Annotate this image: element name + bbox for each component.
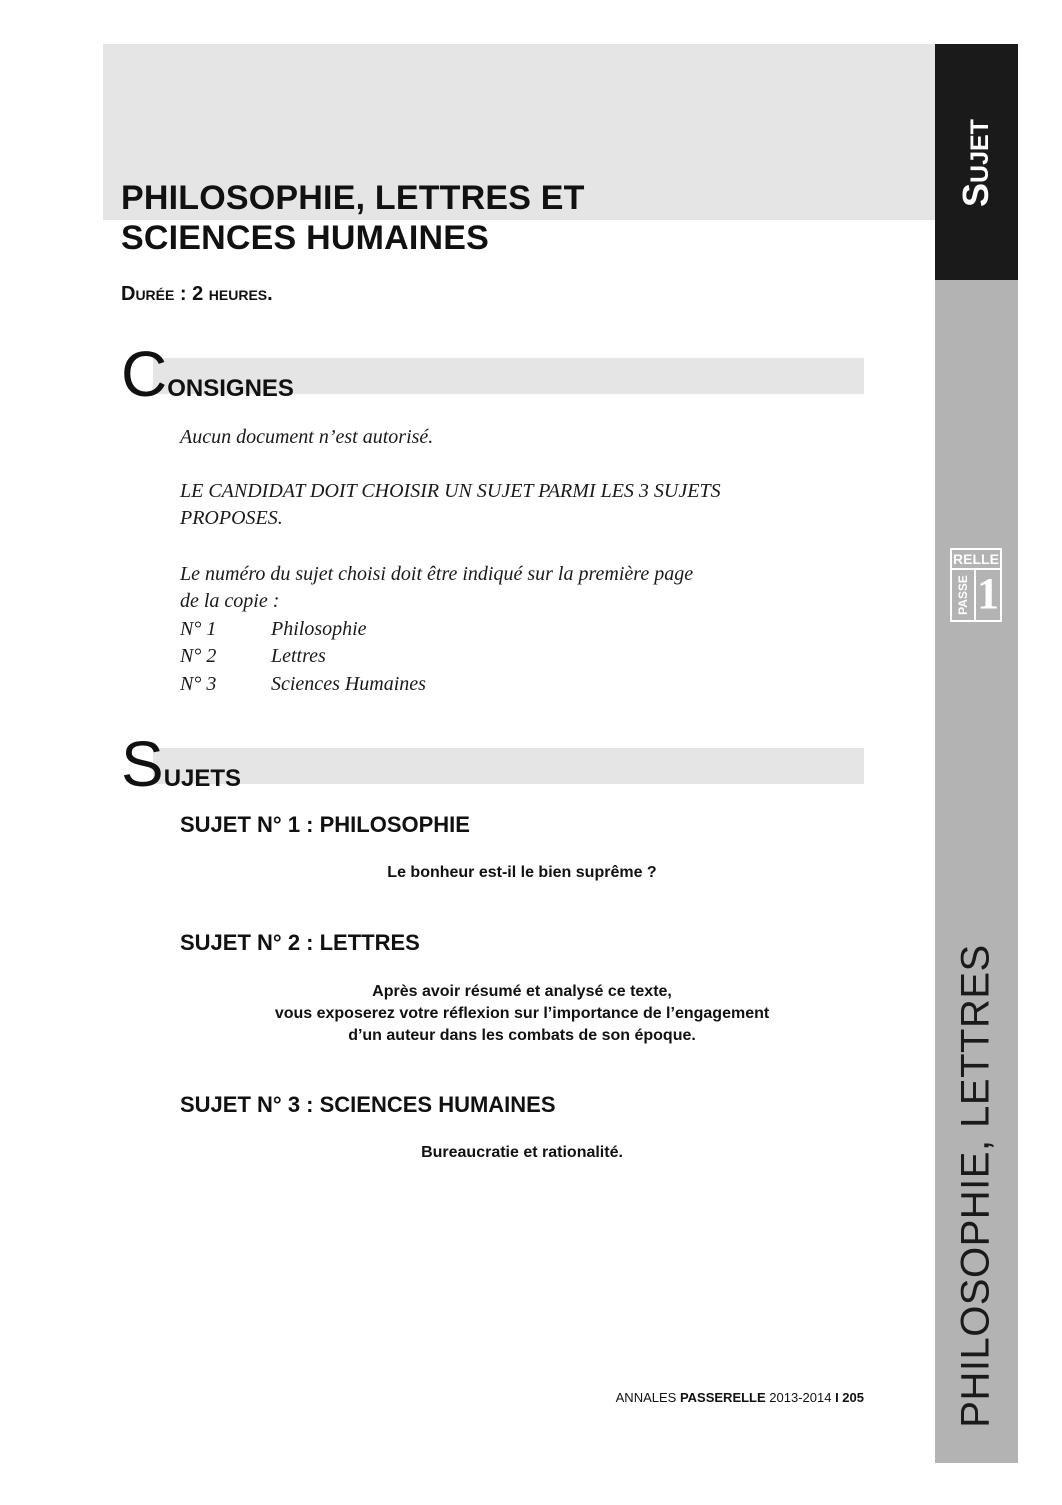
subject-3-question: Bureaucratie et rationalité. xyxy=(421,1144,623,1161)
sujets-heading-rest: UJETS xyxy=(163,765,242,792)
instruction-choose-line2: PROPOSES. xyxy=(180,507,283,529)
sujets-band xyxy=(153,748,864,784)
instruction-choose-line1: LE CANDIDAT DOIT CHOISIR UN SUJET PARMI LES 3 SUJETS xyxy=(180,480,721,502)
instruction-number-line1: Le numéro du sujet choisi doit être indiqué sur la première page xyxy=(180,563,694,585)
logo-side-text: PASSE xyxy=(956,575,970,615)
subject-2-question-line1: Après avoir résumé et analysé ce texte, xyxy=(372,983,672,1000)
footer-prefix: ANNALES xyxy=(615,1390,680,1405)
duration-label: Durée : 2 heures. xyxy=(121,283,273,305)
consignes-heading-rest: ONSIGNES xyxy=(167,375,294,402)
instruction-no-documents: Aucun document n’est autorisé. xyxy=(180,426,434,448)
sujets-heading xyxy=(121,728,242,800)
sujets-initial: S xyxy=(121,728,164,800)
option-label: Sciences Humaines xyxy=(271,673,426,695)
subject-2-question-line2: vous exposerez votre réflexion sur l’importance de l’engagement xyxy=(274,1005,770,1022)
subject-3-title: SUJET N° 3 : SCIENCES HUMAINES xyxy=(180,1092,556,1117)
logo-number: 1 xyxy=(974,568,1000,620)
subject-2-question-line3: d’un auteur dans les combats de son époque. xyxy=(348,1027,696,1044)
sidebar-topic-label: PHILOSOPHIE, LETTRES xyxy=(953,944,998,1428)
page-footer xyxy=(560,1390,864,1405)
page-number: I 205 xyxy=(835,1390,864,1405)
footer-year: 2013-2014 xyxy=(765,1390,836,1405)
page-title xyxy=(121,178,881,258)
consignes-heading xyxy=(121,338,294,410)
option-number: N° 1 xyxy=(180,618,217,640)
page-title-line1: PHILOSOPHIE, LETTRES ET xyxy=(121,179,585,217)
page-title-line2: SCIENCES HUMAINES xyxy=(121,219,490,257)
option-number: N° 3 xyxy=(180,673,217,695)
footer-brand: PASSERELLE xyxy=(679,1390,766,1405)
logo-top-text: RELLE xyxy=(952,550,1000,570)
consignes-initial: C xyxy=(121,338,168,410)
subject-2-title: SUJET N° 2 : LETTRES xyxy=(180,930,420,955)
passerelle-logo xyxy=(950,548,1002,622)
instruction-number-line2: de la copie : xyxy=(180,590,280,612)
subject-1-title: SUJET N° 1 : PHILOSOPHIE xyxy=(180,812,470,837)
option-label: Philosophie xyxy=(271,618,367,640)
subject-1-question: Le bonheur est-il le bien suprême ? xyxy=(387,864,657,881)
sidebar-tab-label: Sujet xyxy=(955,119,996,207)
option-number: N° 2 xyxy=(180,645,217,667)
option-label: Lettres xyxy=(271,645,326,667)
